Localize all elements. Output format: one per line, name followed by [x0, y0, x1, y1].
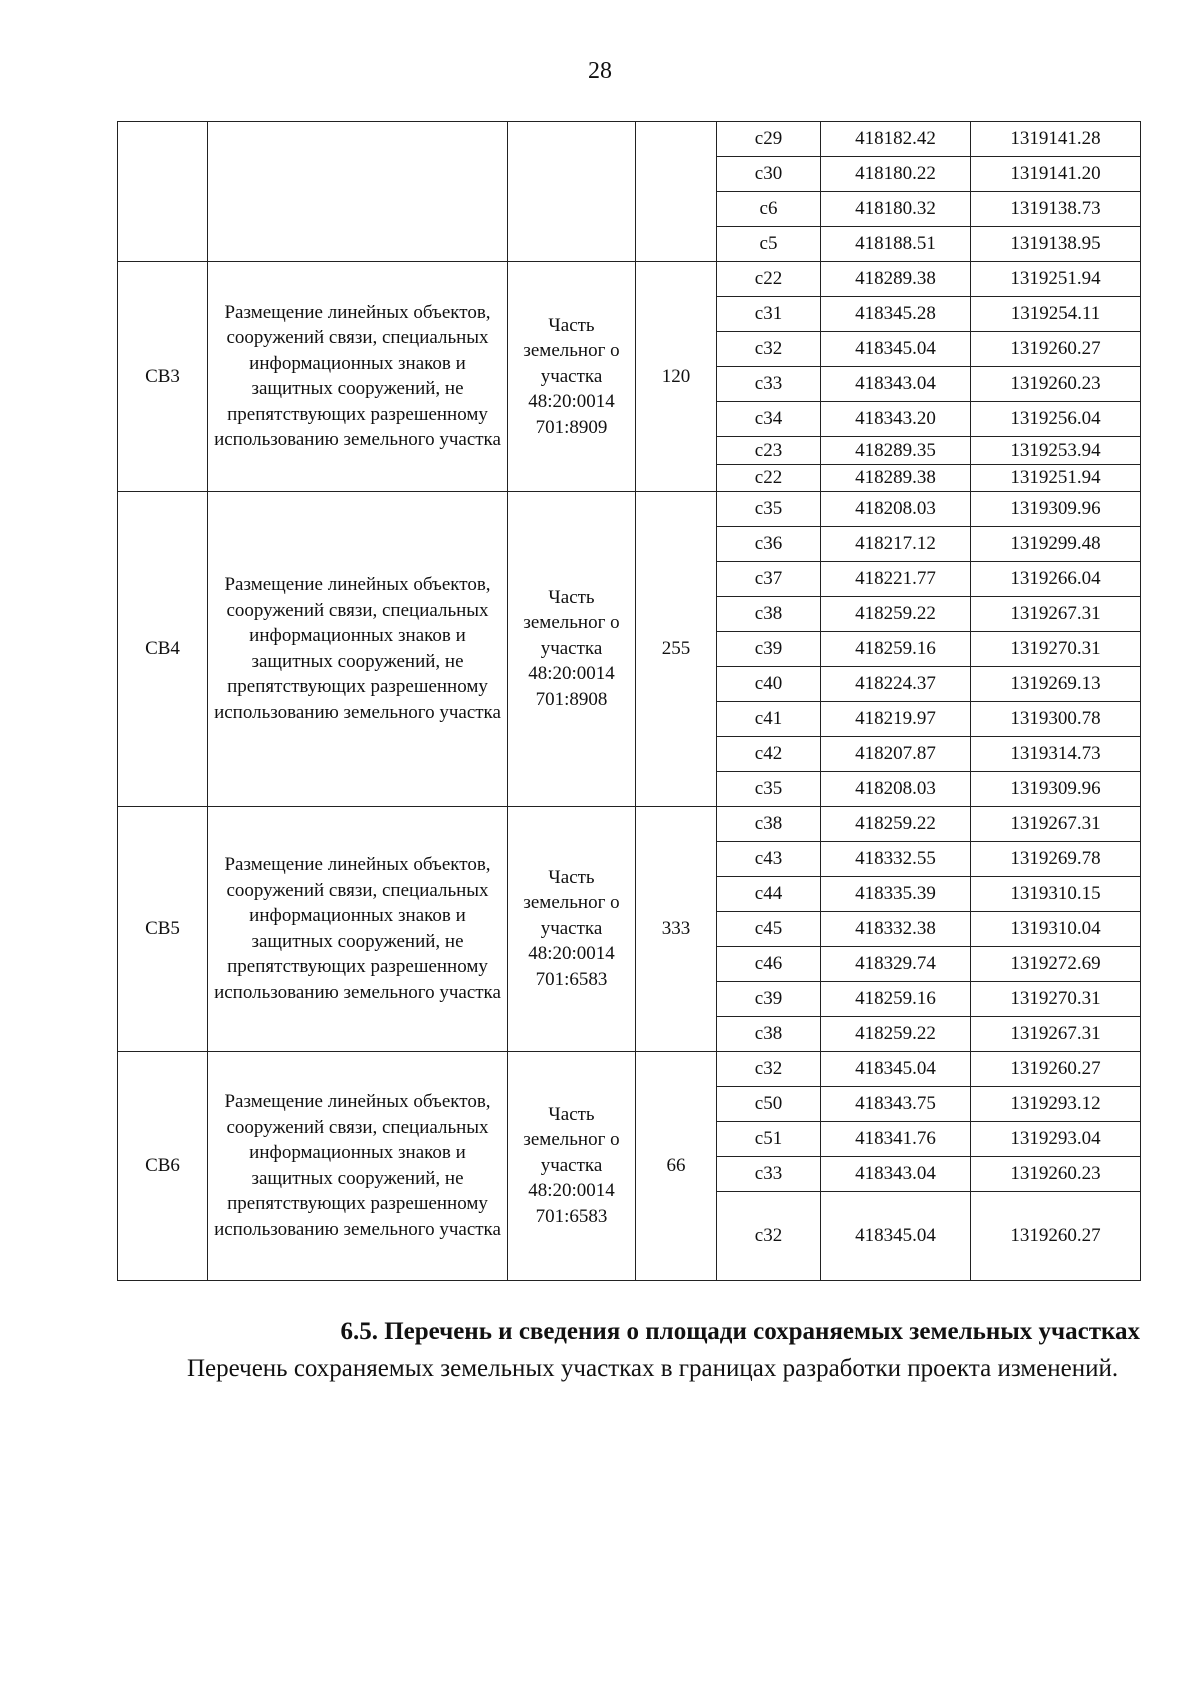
y-coordinate-cell: 1319138.95 [971, 227, 1141, 262]
table-row [118, 122, 1141, 157]
y-coordinate-cell: 1319267.31 [971, 1016, 1141, 1051]
point-cell: с34 [717, 402, 821, 437]
x-coordinate-cell: 418335.39 [821, 876, 971, 911]
point-cell: с36 [717, 526, 821, 561]
x-coordinate-cell: 418180.32 [821, 192, 971, 227]
description-cell: Размещение линейных объектов, сооружений связи, специальных информационных знаков и защитных сооружений, не препятствующих разрешенному использованию земельного участка [208, 1051, 508, 1280]
y-coordinate-cell: 1319267.31 [971, 596, 1141, 631]
id-cell: СВ5 [118, 806, 208, 1051]
point-cell: с45 [717, 911, 821, 946]
point-cell: с33 [717, 367, 821, 402]
x-coordinate-cell: 418259.22 [821, 596, 971, 631]
x-coordinate-cell: 418345.04 [821, 1191, 971, 1280]
x-coordinate-cell: 418224.37 [821, 666, 971, 701]
point-cell: с38 [717, 1016, 821, 1051]
y-coordinate-cell: 1319300.78 [971, 701, 1141, 736]
y-coordinate-cell: 1319256.04 [971, 402, 1141, 437]
y-coordinate-cell: 1319293.12 [971, 1086, 1141, 1121]
point-cell: с6 [717, 192, 821, 227]
x-coordinate-cell: 418182.42 [821, 122, 971, 157]
y-coordinate-cell: 1319299.48 [971, 526, 1141, 561]
point-cell: с35 [717, 491, 821, 526]
point-cell: с41 [717, 701, 821, 736]
point-cell: с35 [717, 771, 821, 806]
point-cell: с5 [717, 227, 821, 262]
table-row [118, 262, 1141, 297]
x-coordinate-cell: 418180.22 [821, 157, 971, 192]
y-coordinate-cell: 1319260.27 [971, 332, 1141, 367]
point-cell: с40 [717, 666, 821, 701]
x-coordinate-cell: 418332.55 [821, 841, 971, 876]
x-coordinate-cell: 418341.76 [821, 1121, 971, 1156]
y-coordinate-cell: 1319266.04 [971, 561, 1141, 596]
description-cell: Размещение линейных объектов, сооружений связи, специальных информационных знаков и защитных сооружений, не препятствующих разрешенному использованию земельного участка [208, 491, 508, 806]
y-coordinate-cell: 1319310.15 [971, 876, 1141, 911]
x-coordinate-cell: 418208.03 [821, 491, 971, 526]
point-cell: с32 [717, 332, 821, 367]
part-cell [508, 122, 636, 262]
x-coordinate-cell: 418208.03 [821, 771, 971, 806]
description-cell: Размещение линейных объектов, сооружений связи, специальных информационных знаков и защитных сооружений, не препятствующих разрешенному использованию земельного участка [208, 806, 508, 1051]
y-coordinate-cell: 1319260.27 [971, 1191, 1141, 1280]
x-coordinate-cell: 418345.28 [821, 297, 971, 332]
part-cell: Часть земельног о участка 48:20:0014 701:6583 [508, 806, 636, 1051]
table-row [118, 1051, 1141, 1086]
y-coordinate-cell: 1319260.27 [971, 1051, 1141, 1086]
x-coordinate-cell: 418343.04 [821, 367, 971, 402]
point-cell: с23 [717, 437, 821, 465]
y-coordinate-cell: 1319260.23 [971, 367, 1141, 402]
table-row [118, 806, 1141, 841]
y-coordinate-cell: 1319310.04 [971, 911, 1141, 946]
area-cell: 333 [636, 806, 717, 1051]
point-cell: с50 [717, 1086, 821, 1121]
point-cell: с39 [717, 981, 821, 1016]
y-coordinate-cell: 1319314.73 [971, 736, 1141, 771]
x-coordinate-cell: 418343.04 [821, 1156, 971, 1191]
point-cell: с44 [717, 876, 821, 911]
x-coordinate-cell: 418207.87 [821, 736, 971, 771]
area-cell: 255 [636, 491, 717, 806]
y-coordinate-cell: 1319251.94 [971, 262, 1141, 297]
x-coordinate-cell: 418332.38 [821, 911, 971, 946]
y-coordinate-cell: 1319269.78 [971, 841, 1141, 876]
page-number: 28 [588, 58, 612, 84]
area-cell: 120 [636, 262, 717, 492]
part-cell: Часть земельног о участка 48:20:0014 701:8908 [508, 491, 636, 806]
y-coordinate-cell: 1319260.23 [971, 1156, 1141, 1191]
area-cell: 66 [636, 1051, 717, 1280]
point-cell: с22 [717, 262, 821, 297]
x-coordinate-cell: 418217.12 [821, 526, 971, 561]
y-coordinate-cell: 1319254.11 [971, 297, 1141, 332]
section-heading: 6.5. Перечень и сведения о площади сохраняемых земельных участках [340, 1318, 1140, 1345]
point-cell: с31 [717, 297, 821, 332]
y-coordinate-cell: 1319138.73 [971, 192, 1141, 227]
x-coordinate-cell: 418289.38 [821, 465, 971, 492]
id-cell: СВ3 [118, 262, 208, 492]
x-coordinate-cell: 418259.22 [821, 806, 971, 841]
point-cell: с22 [717, 465, 821, 492]
y-coordinate-cell: 1319309.96 [971, 771, 1141, 806]
point-cell: с33 [717, 1156, 821, 1191]
x-coordinate-cell: 418219.97 [821, 701, 971, 736]
id-cell [118, 122, 208, 262]
y-coordinate-cell: 1319270.31 [971, 981, 1141, 1016]
x-coordinate-cell: 418221.77 [821, 561, 971, 596]
point-cell: с38 [717, 806, 821, 841]
id-cell: СВ6 [118, 1051, 208, 1280]
description-cell [208, 122, 508, 262]
point-cell: с29 [717, 122, 821, 157]
y-coordinate-cell: 1319270.31 [971, 631, 1141, 666]
x-coordinate-cell: 418259.22 [821, 1016, 971, 1051]
y-coordinate-cell: 1319269.13 [971, 666, 1141, 701]
coordinates-table [117, 121, 1141, 1281]
y-coordinate-cell: 1319309.96 [971, 491, 1141, 526]
area-cell [636, 122, 717, 262]
x-coordinate-cell: 418289.38 [821, 262, 971, 297]
point-cell: с42 [717, 736, 821, 771]
point-cell: с37 [717, 561, 821, 596]
point-cell: с32 [717, 1191, 821, 1280]
x-coordinate-cell: 418343.75 [821, 1086, 971, 1121]
point-cell: с38 [717, 596, 821, 631]
point-cell: с46 [717, 946, 821, 981]
x-coordinate-cell: 418329.74 [821, 946, 971, 981]
table-row [118, 491, 1141, 526]
point-cell: с43 [717, 841, 821, 876]
x-coordinate-cell: 418343.20 [821, 402, 971, 437]
x-coordinate-cell: 418259.16 [821, 981, 971, 1016]
y-coordinate-cell: 1319141.20 [971, 157, 1141, 192]
part-cell: Часть земельног о участка 48:20:0014 701:8909 [508, 262, 636, 492]
point-cell: с30 [717, 157, 821, 192]
point-cell: с39 [717, 631, 821, 666]
y-coordinate-cell: 1319251.94 [971, 465, 1141, 492]
y-coordinate-cell: 1319267.31 [971, 806, 1141, 841]
y-coordinate-cell: 1319253.94 [971, 437, 1141, 465]
id-cell: СВ4 [118, 491, 208, 806]
y-coordinate-cell: 1319272.69 [971, 946, 1141, 981]
x-coordinate-cell: 418188.51 [821, 227, 971, 262]
y-coordinate-cell: 1319293.04 [971, 1121, 1141, 1156]
y-coordinate-cell: 1319141.28 [971, 122, 1141, 157]
x-coordinate-cell: 418345.04 [821, 332, 971, 367]
x-coordinate-cell: 418289.35 [821, 437, 971, 465]
x-coordinate-cell: 418259.16 [821, 631, 971, 666]
point-cell: с51 [717, 1121, 821, 1156]
section-paragraph: Перечень сохраняемых земельных участках в границах разработки проекта изменений. [187, 1355, 1119, 1382]
part-cell: Часть земельног о участка 48:20:0014 701:6583 [508, 1051, 636, 1280]
point-cell: с32 [717, 1051, 821, 1086]
description-cell: Размещение линейных объектов, сооружений связи, специальных информационных знаков и защитных сооружений, не препятствующих разрешенному использованию земельного участка [208, 262, 508, 492]
x-coordinate-cell: 418345.04 [821, 1051, 971, 1086]
